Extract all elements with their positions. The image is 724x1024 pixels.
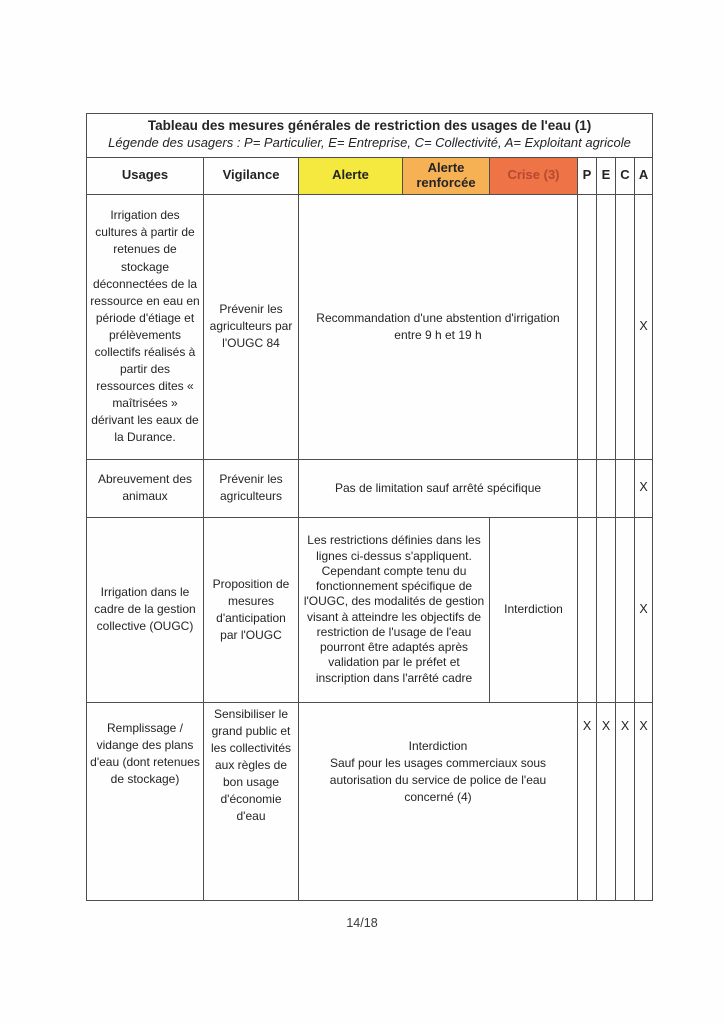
measure-cell xyxy=(299,459,578,517)
col-header-p: P xyxy=(578,157,597,194)
measure-cell xyxy=(299,702,578,900)
measure-line2: Sauf pour les usages commerciaux sous autorisation du service de police de l'eau concerné (4) xyxy=(329,755,547,804)
p-cell xyxy=(578,517,597,702)
col-header-c: C xyxy=(616,157,635,194)
measure-line1: Interdiction xyxy=(408,738,468,753)
col-header-crise: Crise (3) xyxy=(490,157,578,194)
measure-cell xyxy=(299,194,578,459)
usages-cell: Abreuvement des animaux xyxy=(87,459,204,517)
table-row xyxy=(87,517,653,702)
vigilance-cell: Prévenir les agriculteurs xyxy=(204,459,299,517)
measure-text: Recommandation d'une abstention d'irrigation entre 9 h et 19 h xyxy=(316,310,560,342)
a-cell: X xyxy=(635,459,653,517)
measure-text: Pas de limitation sauf arrêté spécifique xyxy=(334,480,542,495)
col-header-a: A xyxy=(635,157,653,194)
col-header-e: E xyxy=(597,157,616,194)
usages-cell: Irrigation dans le cadre de la gestion collective (OUGC) xyxy=(87,517,204,702)
p-cell xyxy=(578,459,597,517)
c-cell xyxy=(616,194,635,459)
measure-crise-cell: Interdiction xyxy=(490,517,578,702)
vigilance-cell: Sensibiliser le grand public et les collectivités aux règles de bon usage d'économie d'eau xyxy=(204,702,299,900)
a-cell: X xyxy=(635,194,653,459)
e-cell: X xyxy=(597,702,616,900)
p-cell xyxy=(578,194,597,459)
c-cell xyxy=(616,459,635,517)
table-title-block xyxy=(87,114,653,158)
c-cell xyxy=(616,517,635,702)
col-header-vigilance: Vigilance xyxy=(204,157,299,194)
a-cell: X xyxy=(635,702,653,900)
col-header-alerte-renforcee: Alerte renforcée xyxy=(403,157,490,194)
e-cell xyxy=(597,459,616,517)
e-cell xyxy=(597,517,616,702)
table-row xyxy=(87,702,653,900)
usages-cell: Remplissage / vidange des plans d'eau (dont retenues de stockage) xyxy=(87,702,204,900)
vigilance-cell: Proposition de mesures d'anticipation par l'OUGC xyxy=(204,517,299,702)
a-cell: X xyxy=(635,517,653,702)
table-row xyxy=(87,459,653,517)
page-number: 14/18 xyxy=(346,916,378,930)
p-cell: X xyxy=(578,702,597,900)
table-legend: Légende des usagers : P= Particulier, E= Entreprise, C= Collectivité, A= Exploitant agricole xyxy=(108,134,631,150)
col-header-usages: Usages xyxy=(87,157,204,194)
e-cell xyxy=(597,194,616,459)
col-header-alerte: Alerte xyxy=(299,157,403,194)
vigilance-cell: Prévenir les agriculteurs par l'OUGC 84 xyxy=(204,194,299,459)
table-title: Tableau des mesures générales de restriction des usages de l'eau (1) xyxy=(147,118,592,133)
water-restriction-table xyxy=(86,113,653,901)
measure-alerte-cell: Les restrictions définies dans les lignes ci-dessus s'appliquent. Cependant compte tenu du fonctionnement spécifique de l'OUGC, des modalités de gestion visant à atteindre les objectifs de restriction de l'usage de l'eau pourront être adaptés après validation par le préfet et inscription dans l'arrêté cadre xyxy=(299,517,490,702)
table-row xyxy=(87,194,653,459)
usages-cell: Irrigation des cultures à partir de retenues de stockage déconnectées de la ressource en eau en période d'étiage et prélèvements collectifs réalisés à partir des ressources dites « maîtrisées » dérivant les eaux de la Durance. xyxy=(87,194,204,459)
c-cell: X xyxy=(616,702,635,900)
